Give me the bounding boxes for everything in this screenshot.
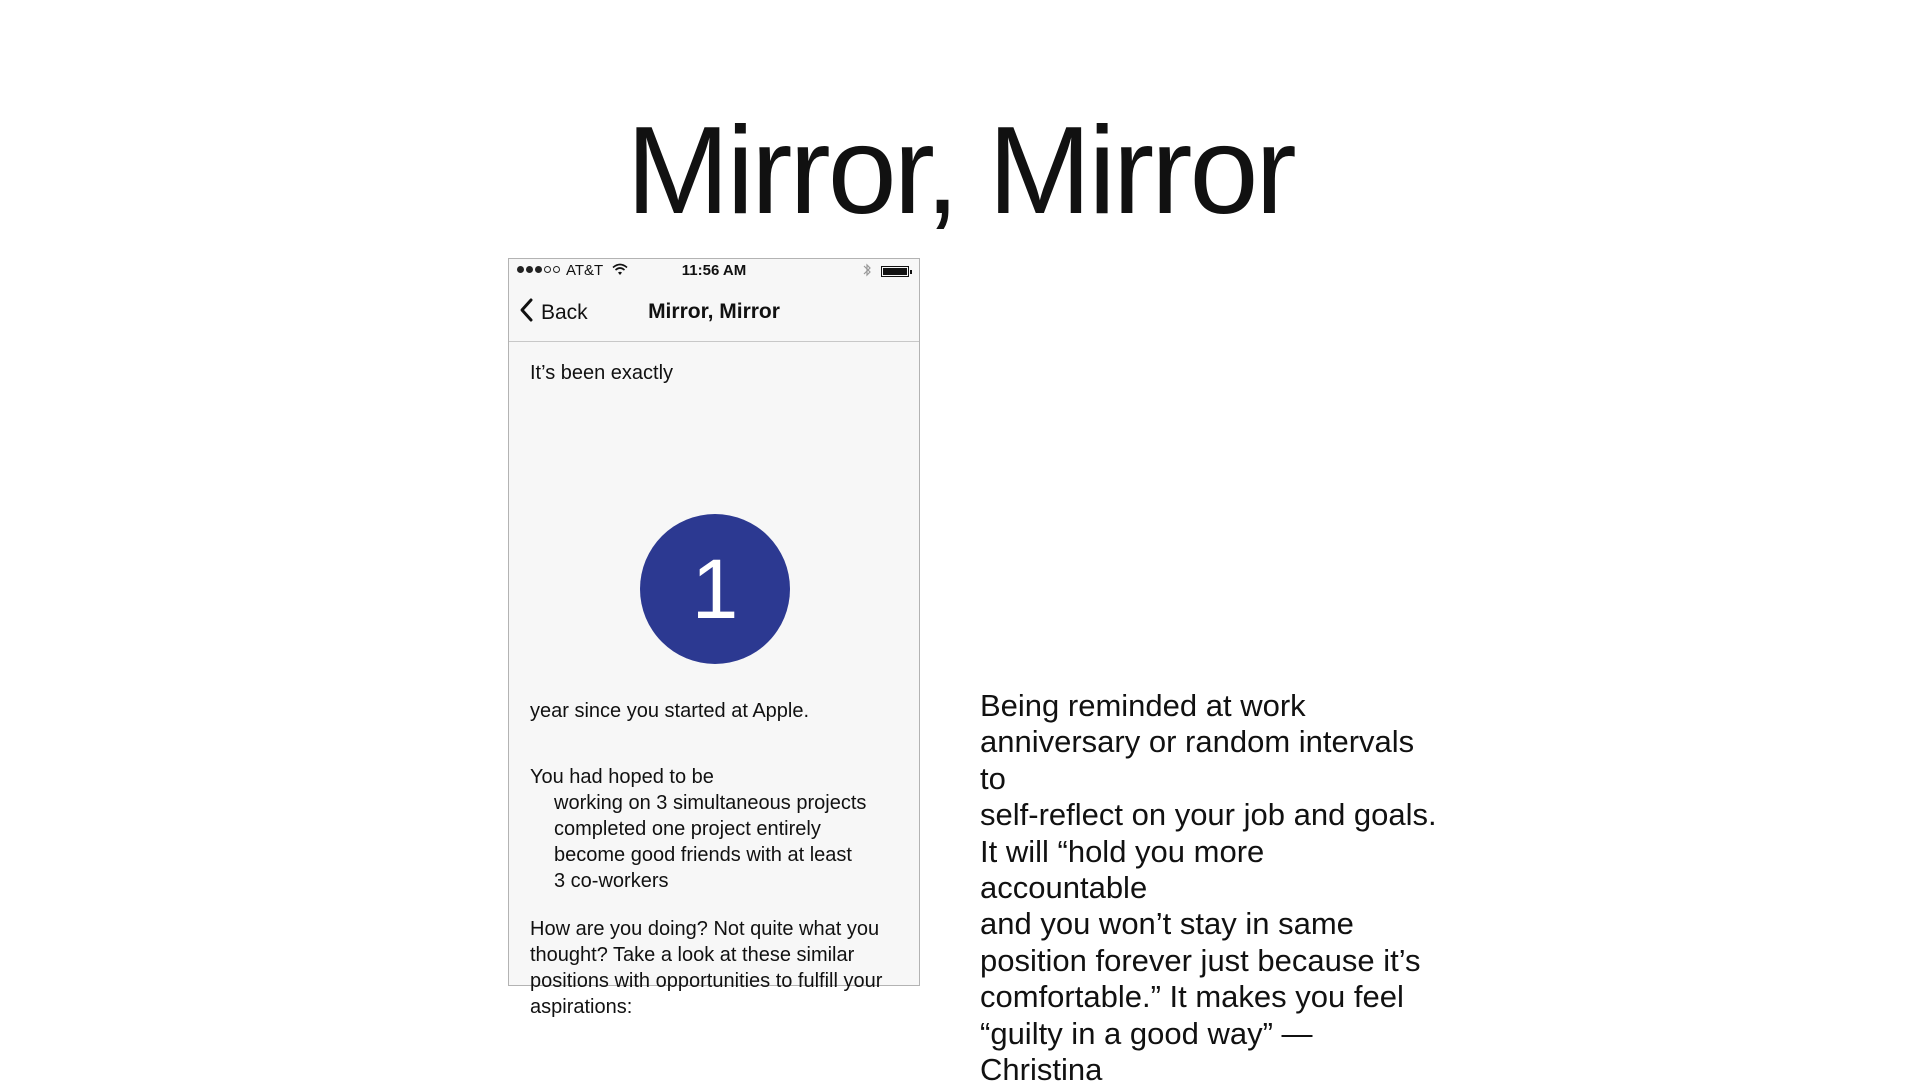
goals-heading: You had hoped to be bbox=[530, 766, 714, 788]
goal-item: 3 co-workers bbox=[554, 870, 669, 892]
battery-icon bbox=[881, 266, 909, 277]
goals-list bbox=[530, 790, 900, 894]
quote-line: comfortable.” It makes you feel bbox=[980, 979, 1404, 1015]
goals-section bbox=[530, 764, 900, 894]
goal-item: completed one project entirely bbox=[554, 818, 821, 840]
phone-mockup bbox=[508, 258, 920, 1018]
quote-line: and you won’t stay in same bbox=[980, 906, 1354, 942]
nav-title: Mirror, Mirror bbox=[648, 300, 780, 323]
status-time: 11:56 AM bbox=[681, 262, 747, 279]
quote-line: position forever just because it’s bbox=[980, 942, 1421, 978]
intro-text: It’s been exactly bbox=[530, 362, 674, 384]
quote-line: “guilty in a good way” — Christina bbox=[980, 1015, 1313, 1088]
back-label: Back bbox=[541, 301, 588, 324]
anniversary-count: 1 bbox=[691, 541, 739, 636]
user-quote bbox=[980, 688, 1440, 1088]
status-bar bbox=[509, 259, 919, 285]
goal-item: become good friends with at least bbox=[554, 844, 852, 866]
quote-line: self-reflect on your job and goals. bbox=[980, 797, 1437, 833]
anniversary-count-badge bbox=[640, 514, 790, 664]
navigation-bar bbox=[509, 285, 919, 342]
bluetooth-icon bbox=[862, 262, 872, 282]
quote-line: Being reminded at work bbox=[980, 688, 1306, 723]
slide-title: Mirror, Mirror bbox=[626, 102, 1294, 240]
quote-line: It will “hold you more accountable bbox=[980, 833, 1265, 906]
carrier-label: AT&T bbox=[566, 262, 604, 279]
count-caption: year since you started at Apple. bbox=[530, 700, 810, 722]
goal-item: working on 3 simultaneous projects bbox=[554, 792, 867, 814]
reflection-prompt: How are you doing? Not quite what you thought? Take a look at these similar positions with opportunities to fulfill your aspirations: bbox=[530, 918, 883, 1018]
quote-line: anniversary or random intervals to bbox=[980, 724, 1415, 796]
